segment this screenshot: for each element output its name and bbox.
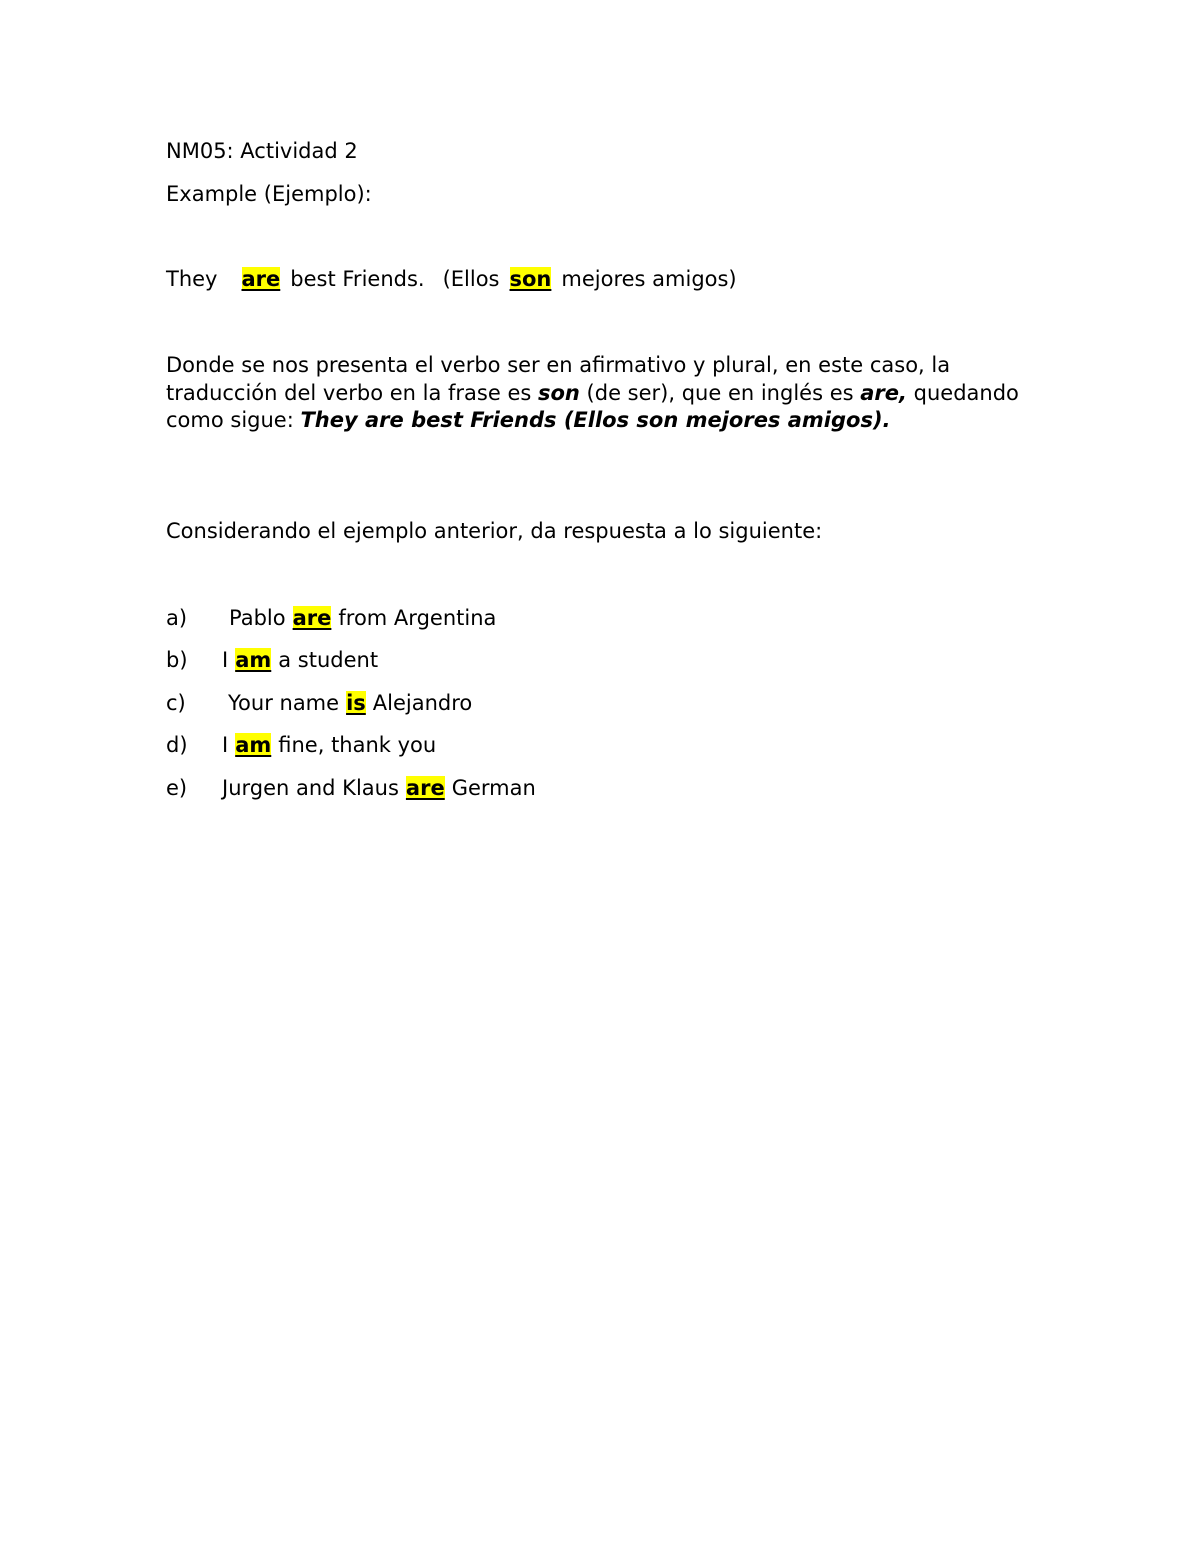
- example-en-after: best Friends.: [290, 267, 425, 291]
- example-es-after: mejores amigos): [561, 267, 737, 291]
- list-item: [166, 647, 378, 674]
- explanation-are: are,: [860, 380, 907, 405]
- list-item-after: fine, thank you: [278, 733, 437, 757]
- list-item-before: I: [222, 733, 229, 757]
- list-item-before: I: [222, 648, 229, 672]
- example-sentence: [166, 266, 737, 293]
- list-item-answer: are: [405, 776, 445, 800]
- explanation-part2: (de ser), que en inglés es: [579, 380, 861, 405]
- example-es-verb: son: [509, 267, 552, 291]
- document-title: NM05: Actividad 2: [166, 139, 358, 163]
- list-item-after: Alejandro: [372, 691, 473, 715]
- explanation-result: They are best Friends (Ellos son mejores amigos).: [300, 408, 891, 432]
- list-item-before: Pablo: [229, 606, 286, 630]
- list-item-after: from Argentina: [338, 606, 497, 630]
- list-item-before: Jurgen and Klaus: [222, 776, 399, 800]
- explanation-part3: quedando como sigue:: [166, 380, 1019, 432]
- list-item-marker: a): [166, 606, 188, 630]
- explanation-son: son: [537, 380, 580, 405]
- instruction-text: Considerando el ejemplo anterior, da respuesta a lo siguiente:: [166, 519, 823, 543]
- list-item: [166, 732, 436, 759]
- list-item-after: German: [451, 776, 536, 800]
- explanation-paragraph: [166, 352, 1026, 435]
- list-item-before: Your name: [228, 691, 340, 715]
- example-en-verb: are: [241, 267, 281, 291]
- list-item-answer: am: [235, 733, 272, 757]
- example-es-before: (Ellos: [442, 267, 500, 291]
- list-item: [166, 690, 472, 717]
- list-item: [166, 775, 536, 802]
- list-item-answer: am: [235, 648, 272, 672]
- example-label: Example (Ejemplo):: [166, 182, 372, 206]
- list-item-marker: e): [166, 776, 188, 800]
- list-item-after: a student: [278, 648, 379, 672]
- list-item-marker: c): [166, 691, 186, 715]
- explanation-part1: Donde se nos presenta el verbo ser en afirmativo y plural, en este caso, la traducción del verbo en la frase es: [166, 353, 951, 405]
- list-item-answer: are: [292, 606, 332, 630]
- example-en-before: They: [166, 267, 218, 291]
- list-item: [166, 605, 496, 632]
- list-item-marker: b): [166, 648, 188, 672]
- list-item-marker: d): [166, 733, 188, 757]
- list-item-answer: is: [346, 691, 366, 715]
